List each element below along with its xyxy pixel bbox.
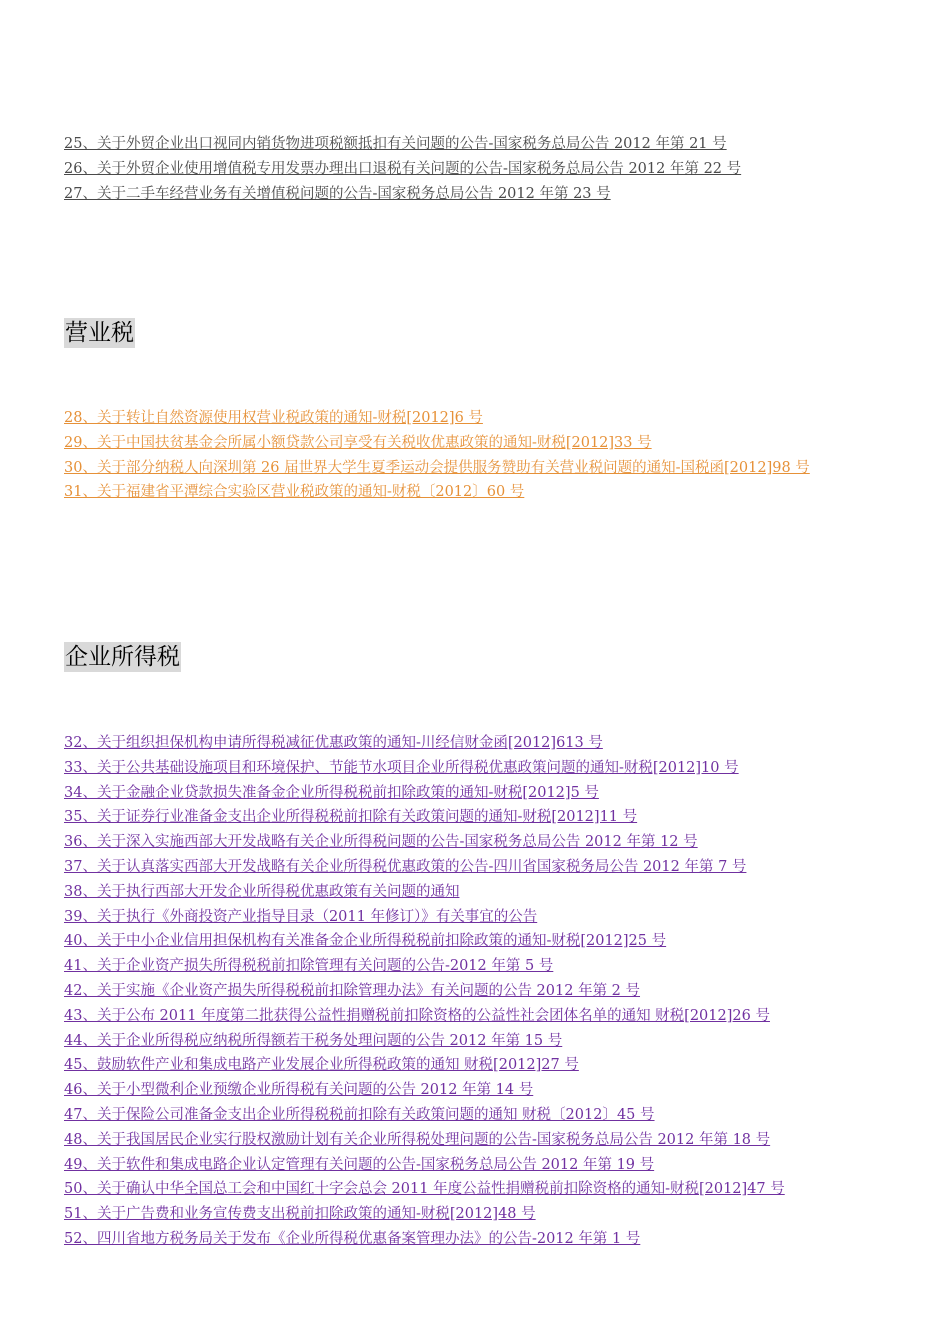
list-item	[64, 456, 894, 481]
doc-link-28[interactable]: 28、关于转让自然资源使用权营业税政策的通知-财税[2012]6 号	[64, 410, 483, 426]
income-tax-link-list	[64, 731, 785, 1252]
doc-link-29[interactable]: 29、关于中国扶贫基金会所属小额贷款公司享受有关税收优惠政策的通知-财税[2012]33 号	[64, 434, 652, 451]
list-item	[64, 1029, 785, 1054]
vat-link-list	[64, 132, 741, 206]
list-item	[64, 731, 785, 756]
doc-link-51[interactable]: 51、关于广告费和业务宣传费支出税前扣除政策的通知-财税[2012]48 号	[64, 1206, 536, 1223]
list-item	[64, 132, 741, 157]
list-item	[64, 781, 785, 806]
doc-link-26[interactable]: 26、关于外贸企业使用增值税专用发票办理出口退税有关问题的公告-国家税务总局公告 2012 年第 22 号	[64, 160, 742, 177]
list-item	[64, 805, 785, 830]
doc-link-44[interactable]: 44、关于企业所得税应纳税所得额若干税务处理问题的公告 2012 年第 15 号	[64, 1032, 563, 1049]
list-item	[64, 1202, 785, 1227]
doc-link-32[interactable]: 32、关于组织担保机构申请所得税减征优惠政策的通知-川经信财金函[2012]613 号	[64, 735, 603, 751]
list-item	[64, 855, 785, 880]
list-item	[64, 406, 894, 431]
doc-link-47[interactable]: 47、关于保险公司准备金支出企业所得税税前扣除有关政策问题的通知 财税〔2012〕45 号	[64, 1106, 655, 1123]
doc-link-39[interactable]: 39、关于执行《外商投资产业指导目录（2011 年修订）》有关事宜的公告	[64, 908, 538, 925]
list-item	[64, 480, 894, 505]
section-heading-business-tax: 营业税	[65, 320, 134, 346]
doc-link-33[interactable]: 33、关于公共基础设施项目和环境保护、节能节水项目企业所得税优惠政策问题的通知-财税[2012]10 号	[64, 759, 739, 776]
doc-link-41[interactable]: 41、关于企业资产损失所得税税前扣除管理有关问题的公告-2012 年第 5 号	[64, 958, 554, 975]
list-item	[64, 1128, 785, 1153]
doc-link-35[interactable]: 35、关于证券行业准备金支出企业所得税税前扣除有关政策问题的通知-财税[2012]11 号	[64, 809, 638, 826]
list-item	[64, 954, 785, 979]
list-item	[64, 1103, 785, 1128]
doc-link-25[interactable]: 25、关于外贸企业出口视同内销货物进项税额抵扣有关问题的公告-国家税务总局公告 2012 年第 21 号	[64, 136, 727, 152]
doc-link-50[interactable]: 50、关于确认中华全国总工会和中国红十字会总会 2011 年度公益性捐赠税前扣除资格的通知-财税[2012]47 号	[64, 1181, 785, 1198]
list-item	[64, 1078, 785, 1103]
doc-link-43[interactable]: 43、关于公布 2011 年度第二批获得公益性捐赠税前扣除资格的公益性社会团体名单的通知 财税[2012]26 号	[64, 1007, 770, 1024]
doc-link-40[interactable]: 40、关于中小企业信用担保机构有关准备金企业所得税税前扣除政策的通知-财税[2012]25 号	[64, 933, 667, 950]
doc-link-36[interactable]: 36、关于深入实施西部大开发战略有关企业所得税问题的公告-国家税务总局公告 2012 年第 12 号	[64, 834, 698, 851]
list-item	[64, 756, 785, 781]
list-item	[64, 1153, 785, 1178]
list-item	[64, 182, 741, 207]
doc-link-42[interactable]: 42、关于实施《企业资产损失所得税税前扣除管理办法》有关问题的公告 2012 年第 2 号	[64, 982, 641, 999]
section-heading-enterprise-income-tax: 企业所得税	[65, 644, 180, 670]
doc-link-49[interactable]: 49、关于软件和集成电路企业认定管理有关问题的公告-国家税务总局公告 2012 年第 19 号	[64, 1156, 655, 1173]
doc-link-37[interactable]: 37、关于认真落实西部大开发战略有关企业所得税优惠政策的公告-四川省国家税务局公告 2012 年第 7 号	[64, 858, 747, 875]
doc-link-27[interactable]: 27、关于二手车经营业务有关增值税问题的公告-国家税务总局公告 2012 年第 23 号	[64, 185, 611, 202]
list-item	[64, 1227, 785, 1252]
doc-link-52[interactable]: 52、四川省地方税务局关于发布《企业所得税优惠备案管理办法》的公告-2012 年第 1 号	[64, 1230, 641, 1247]
doc-link-45[interactable]: 45、鼓励软件产业和集成电路产业发展企业所得税政策的通知 财税[2012]27 号	[64, 1057, 579, 1074]
doc-link-46[interactable]: 46、关于小型微利企业预缴企业所得税有关问题的公告 2012 年第 14 号	[64, 1082, 534, 1099]
doc-link-48[interactable]: 48、关于我国居民企业实行股权激励计划有关企业所得税处理问题的公告-国家税务总局公告 2012 年第 18 号	[64, 1131, 771, 1148]
list-item	[64, 1177, 785, 1202]
list-item	[64, 830, 785, 855]
business-tax-link-list	[64, 406, 894, 505]
list-item	[64, 929, 785, 954]
doc-link-34[interactable]: 34、关于金融企业贷款损失准备金企业所得税税前扣除政策的通知-财税[2012]5 号	[64, 784, 599, 801]
list-item	[64, 1004, 785, 1029]
list-item	[64, 880, 785, 905]
list-item	[64, 431, 894, 456]
list-item	[64, 979, 785, 1004]
doc-link-38[interactable]: 38、关于执行西部大开发企业所得税优惠政策有关问题的通知	[64, 883, 460, 900]
list-item	[64, 905, 785, 930]
doc-link-31[interactable]: 31、关于福建省平潭综合实验区营业税政策的通知-财税〔2012〕60 号	[64, 484, 525, 501]
list-item	[64, 1053, 785, 1078]
list-item	[64, 157, 741, 182]
doc-link-30[interactable]: 30、关于部分纳税人向深圳第 26 届世界大学生夏季运动会提供服务赞助有关营业税问题的通知-国税函[2012]98 号	[64, 459, 810, 476]
